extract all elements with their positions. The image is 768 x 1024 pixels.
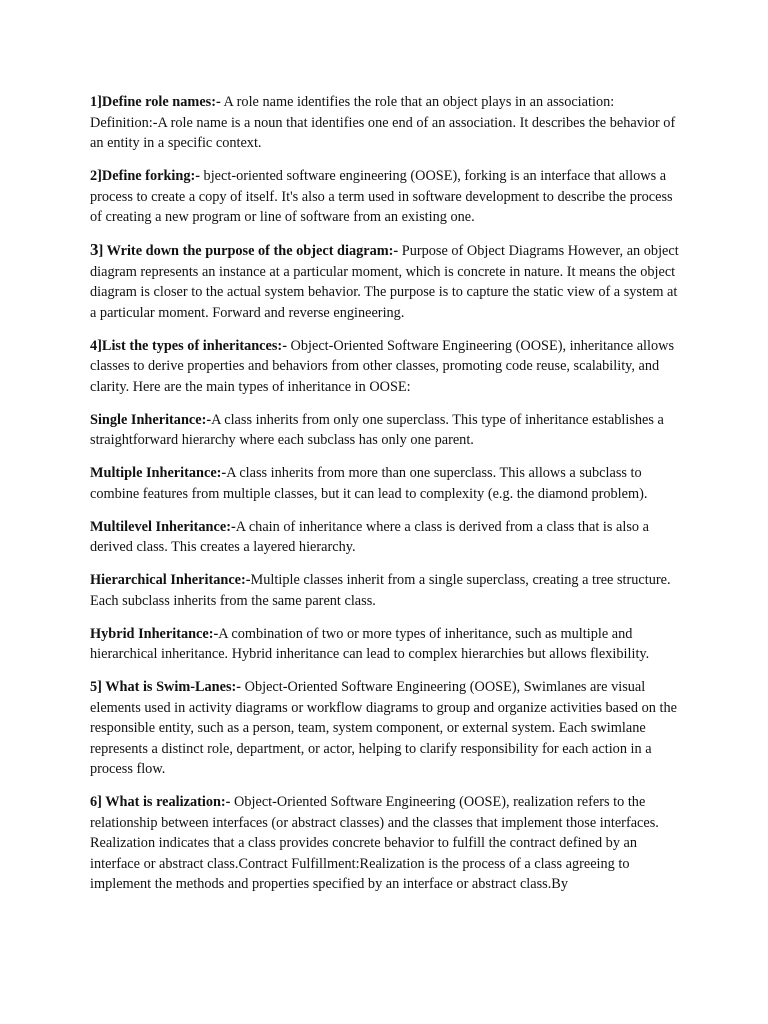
heading-multiple-inheritance: Multiple Inheritance:- bbox=[90, 465, 227, 481]
paragraph-q1-role-names bbox=[90, 92, 680, 154]
heading-single-inheritance: Single Inheritance:- bbox=[90, 411, 212, 428]
heading-multilevel-inheritance: Multilevel Inheritance:- bbox=[90, 518, 236, 535]
paragraph-q2-forking bbox=[90, 166, 680, 228]
paragraph-multilevel-inheritance bbox=[90, 517, 680, 558]
heading-q5-swim-lanes: 5] What is Swim-Lanes:- bbox=[90, 679, 242, 695]
heading-q3-object-diagram: ] Write down the purpose of the object diagram:- bbox=[98, 243, 399, 259]
body-q4-inheritance-types: Object-Oriented Software Engineering (OOSE), inheritance allows classes to derive properties and behaviors from other classes, promoting code reuse, scalability, and clarity. Here are the main types of inheritance in OOSE: bbox=[90, 337, 675, 395]
heading-q2-forking: 2]Define forking:- bbox=[90, 168, 200, 184]
body-q3-object-diagram: Purpose of Object Diagrams However, an object diagram represents an instance at a particular moment, which is concrete in nature. It means the object diagram is closer to the actual system behavior. The purpose is to capture the static view of a system at a particular moment. Forward and reverse engineering. bbox=[90, 243, 679, 321]
body-multiple-inheritance: A class inherits from more than one superclass. This allows a subclass to combine features from multiple classes, but it can lead to complexity (e.g. the diamond problem). bbox=[90, 465, 648, 502]
number-q3: 3 bbox=[90, 240, 99, 259]
body-q2-forking: bject-oriented software engineering (OOSE), forking is an interface that allows a process to create a copy of itself. It's also a term used in software development to describe the process of creating a new program or line of software from an existing one. bbox=[90, 168, 673, 225]
body-hybrid-inheritance: A combination of two or more types of inheritance, such as multiple and hierarchical inheritance. Hybrid inheritance can lead to complex hierarchies but allows flexibility. bbox=[90, 625, 650, 662]
paragraph-q5-swim-lanes bbox=[90, 677, 680, 780]
document-page bbox=[90, 92, 680, 907]
paragraph-q3-object-diagram bbox=[90, 240, 680, 323]
body-q1-role-names: A role name identifies the role that an object plays in an association: Definition:-A role name is a noun that identifies one end of an association. It describes the behavior of an entity in a specific context. bbox=[90, 94, 676, 151]
heading-q4-inheritance-types: 4]List the types of inheritances:- bbox=[90, 337, 287, 354]
body-multilevel-inheritance: A chain of inheritance where a class is derived from a class that is also a derived class. This creates a layered hierarchy. bbox=[90, 518, 649, 555]
body-single-inheritance: A class inherits from only one superclass. This type of inheritance establishes a straightforward hierarchy where each subclass has only one parent. bbox=[90, 411, 664, 448]
paragraph-hybrid-inheritance bbox=[90, 624, 680, 665]
heading-q6-realization: 6] What is realization:- bbox=[90, 794, 231, 810]
body-q5-swim-lanes: Object-Oriented Software Engineering (OOSE), Swimlanes are visual elements used in activity diagrams or workflow diagrams to group and organize activities based on the responsible entity, such as a person, team, system component, or external system. Each swimlane represents a distinct role, department, or actor, helping to clarify responsibility for each action in a process flow. bbox=[90, 679, 677, 777]
heading-q1-role-names: 1]Define role names:- bbox=[90, 94, 221, 110]
paragraph-q4-inheritance-types bbox=[90, 336, 680, 398]
paragraph-multiple-inheritance bbox=[90, 463, 680, 504]
body-hierarchical-inheritance: Multiple classes inherit from a single superclass, creating a tree structure. Each subclass inherits from the same parent class. bbox=[90, 572, 671, 609]
heading-hybrid-inheritance: Hybrid Inheritance:- bbox=[90, 625, 219, 642]
body-q6-realization: Object-Oriented Software Engineering (OOSE), realization refers to the relationship between interfaces (or abstract classes) and the classes that implement those interfaces. Realization indicates that a class provides concrete behavior to fulfill the contract defined by an interface or abstract class.Contract Fulfillment:Realization is the process of a class agreeing to implement the methods and properties specified by an interface or abstract class.By bbox=[90, 794, 659, 892]
heading-hierarchical-inheritance: Hierarchical Inheritance:- bbox=[90, 572, 251, 588]
paragraph-hierarchical-inheritance bbox=[90, 570, 680, 611]
paragraph-single-inheritance bbox=[90, 410, 680, 451]
paragraph-q6-realization bbox=[90, 792, 680, 895]
